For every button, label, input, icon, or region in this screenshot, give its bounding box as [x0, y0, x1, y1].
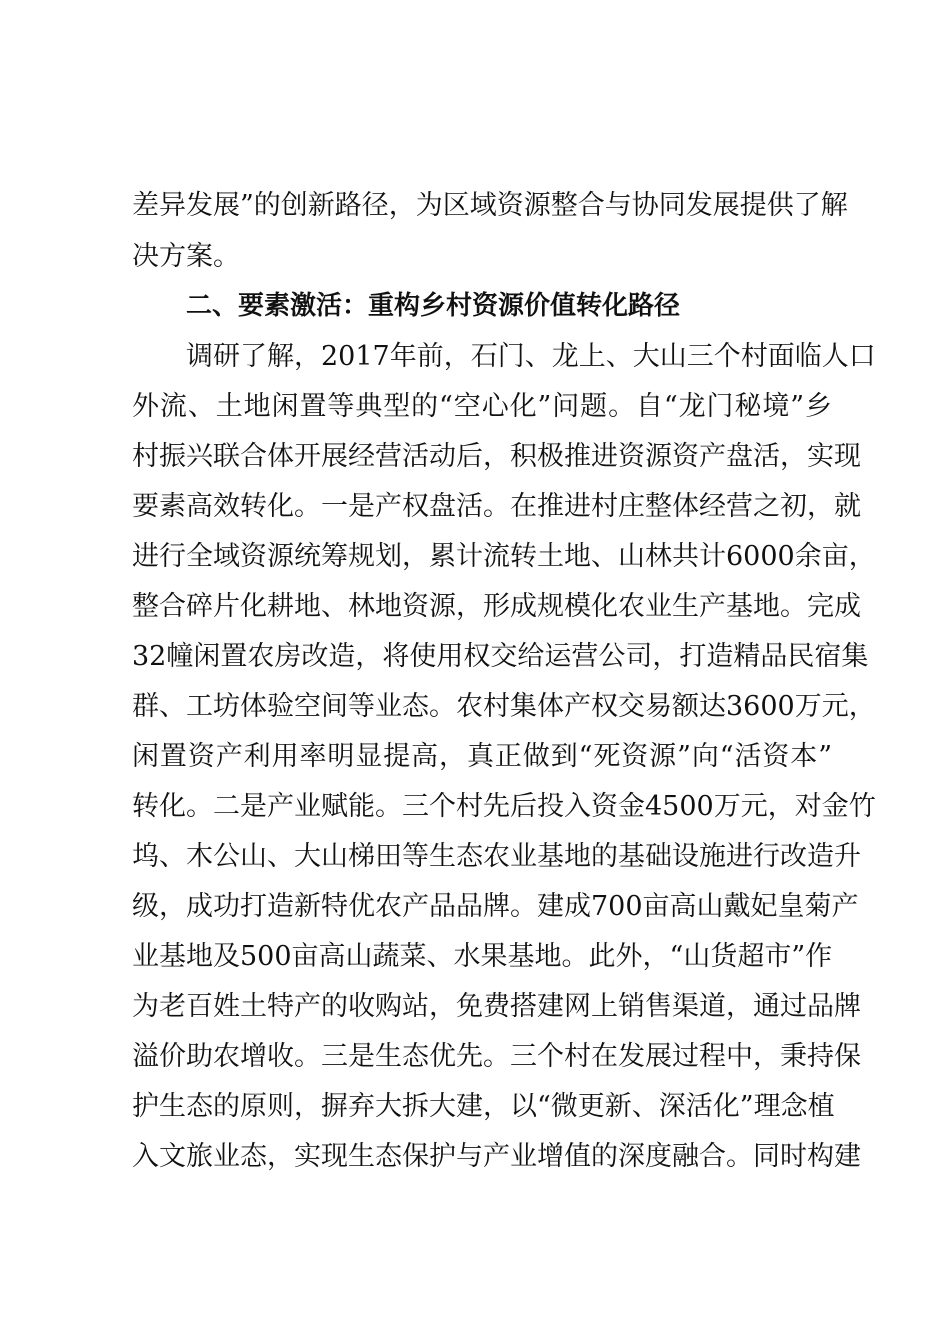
paragraph-line: 村振兴联合体开展经营活动后，积极推进资源资产盘活，实现 — [132, 441, 861, 472]
paragraph-line: 32幢闲置农房改造，将使用权交给运营公司，打造精品民宿集 — [132, 641, 869, 672]
paragraph-line: 整合碎片化耕地、林地资源，形成规模化农业生产基地。完成 — [132, 591, 861, 622]
paragraph-line: 坞、木公山、大山梯田等生态农业基地的基础设施进行改造升 — [132, 841, 861, 872]
paragraph-line: 闲置资产利用率明显提高，真正做到“死资源”向“活资本” — [132, 741, 832, 772]
paragraph-line: 群、工坊体验空间等业态。农村集体产权交易额达3600万元， — [132, 691, 876, 722]
paragraph-line: 外流、土地闲置等典型的“空心化”问题。自“龙门秘境”乡 — [132, 391, 832, 422]
paragraph-line: 决方案。 — [132, 241, 240, 272]
paragraph-line: 护生态的原则，摒弃大拆大建，以“微更新、深活化”理念植 — [132, 1091, 835, 1122]
paragraph-line: 进行全域资源统筹规划，累计流转土地、山林共计6000余亩， — [132, 541, 876, 572]
paragraph-line: 业基地及500亩高山蔬菜、水果基地。此外，“山货超市”作 — [132, 941, 833, 972]
paragraph-line: 差异发展”的创新路径，为区域资源整合与协同发展提供了解 — [132, 190, 848, 221]
section-heading: 二、要素激活：重构乡村资源价值转化路径 — [186, 291, 681, 321]
paragraph-line: 转化。二是产业赋能。三个村先后投入资金4500万元，对金竹 — [132, 791, 876, 822]
paragraph-line: 为老百姓土特产的收购站，免费搭建网上销售渠道，通过品牌 — [132, 991, 861, 1022]
paragraph-line: 调研了解，2017年前，石门、龙上、大山三个村面临人口 — [186, 341, 876, 372]
paragraph-line: 级，成功打造新特优农产品品牌。建成700亩高山戴妃皇菊产 — [132, 891, 859, 922]
paragraph-line: 入文旅业态，实现生态保护与产业增值的深度融合。同时构建 — [132, 1141, 861, 1172]
paragraph-line: 要素高效转化。一是产权盘活。在推进村庄整体经营之初，就 — [132, 491, 861, 522]
paragraph-line: 溢价助农增收。三是生态优先。三个村在发展过程中，秉持保 — [132, 1041, 861, 1072]
